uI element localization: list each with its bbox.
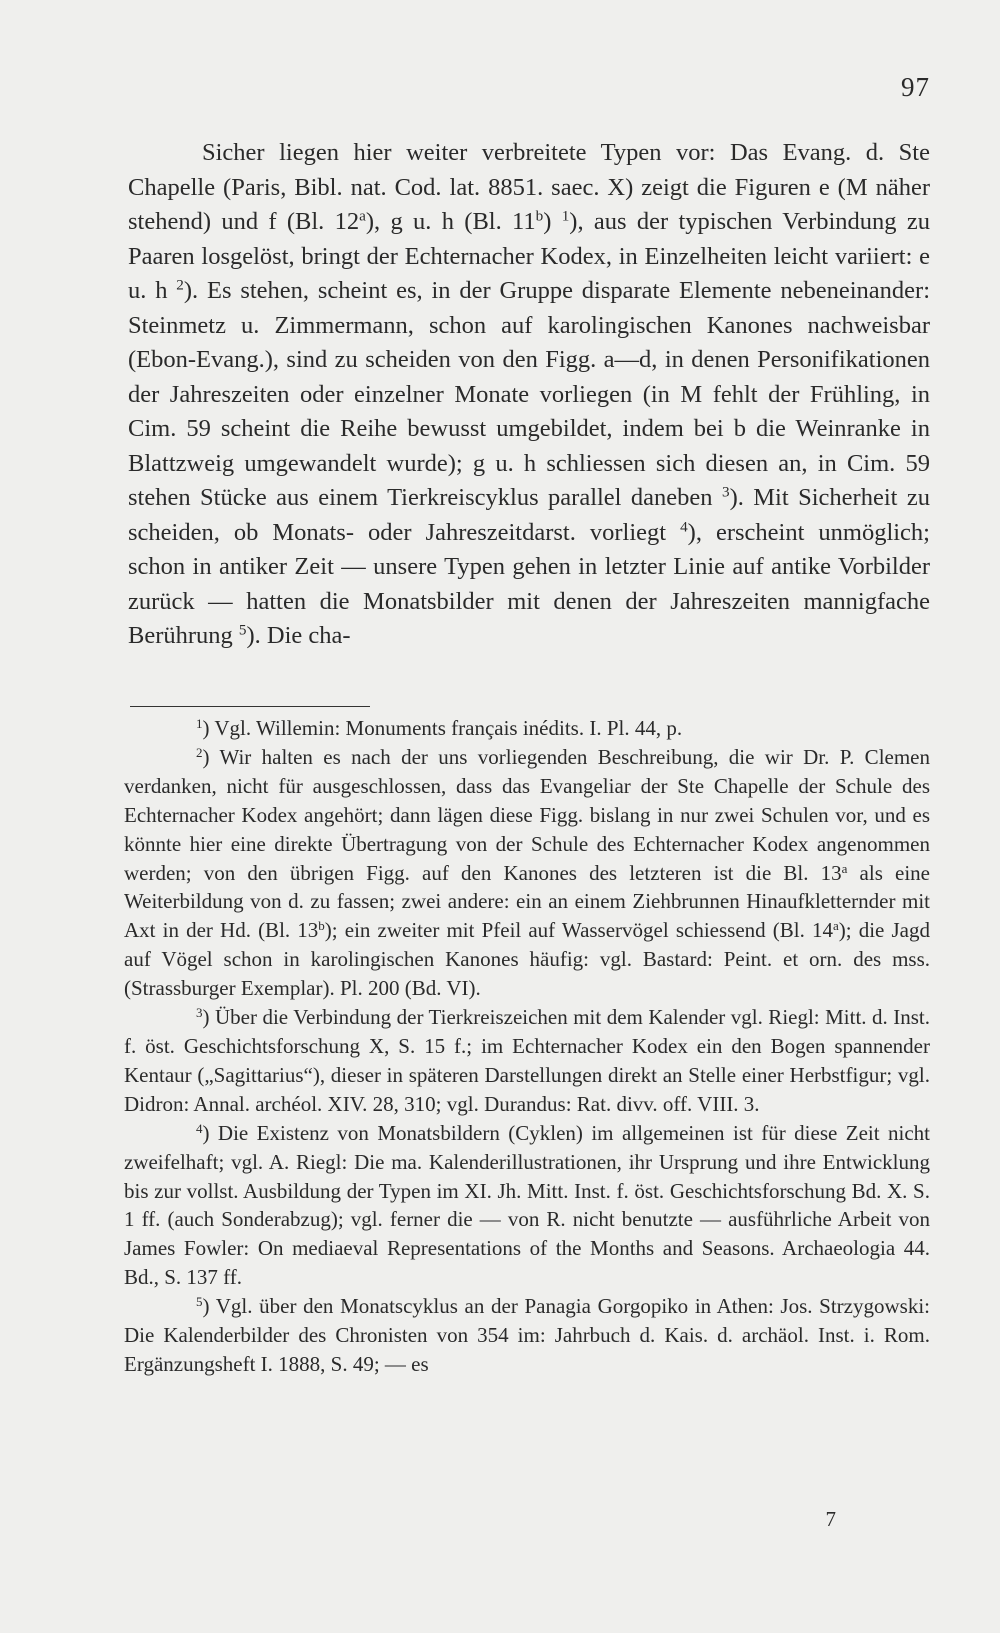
- footnote-mark: 1: [196, 715, 203, 731]
- text-run: ), erscheint unmöglich; schon in antiker Zeit — unsere Typen gehen in letzter Linie auf antike Vorbilder zurück — hatten die Monatsbilder mit denen der Jahreszeiten mannigfache Berührung: [128, 518, 930, 649]
- superscript: b: [535, 207, 544, 225]
- footnote-text: ); ein zweiter mit Pfeil auf Wasservögel schiessend (Bl. 14: [324, 918, 833, 943]
- superscript: b: [318, 918, 325, 934]
- footnote-divider: [130, 706, 370, 707]
- footnote-ref-1[interactable]: 1: [561, 207, 570, 225]
- main-text: [128, 136, 930, 654]
- footnote-mark: 2: [196, 744, 203, 760]
- footnote-ref-3[interactable]: 3: [721, 483, 730, 501]
- footnote-ref-2[interactable]: 2: [176, 276, 184, 294]
- footnote-text: ) Vgl. Willemin: Monuments français inédits. I. Pl. 44, p.: [202, 716, 683, 740]
- footnote-ref-5[interactable]: 5: [238, 621, 247, 639]
- footnote-5: [124, 1292, 930, 1379]
- signature-mark: 7: [825, 1507, 836, 1531]
- text-run: ). Mit Sicherheit zu scheiden, ob Monats- oder Jahreszeitdarst. vorliegt: [128, 484, 930, 546]
- superscript: a: [832, 918, 839, 934]
- footnote-3: [124, 1003, 930, 1119]
- page-number: 97: [901, 72, 930, 102]
- text-run: ): [543, 208, 562, 235]
- footnote-text: als eine Weiterbildung von d. zu fassen; zwei andere: ein an einem Ziehbrunnen Hinaufkletternder mit Axt in der Hd. (Bl. 13: [124, 860, 931, 943]
- text-run: ), g u. h (Bl. 11: [365, 208, 536, 235]
- footnote-4: [124, 1119, 930, 1292]
- footnote-text: ) Wir halten es nach der uns vorliegenden Beschreibung, die wir Dr. P. Clemen verdanken, nicht für ausgeschlossen, dass das Evangeliar der Ste Chapelle der Schule des Echternacher Kodex angehört; dann lägen diese Figg. bislang in nur zwei Schulen vor, und es könnte hier eine direkte Übertragung von der Schule des Echternacher Kodex angenommen werden; von den übrigen Figg. auf den Kanones des letzteren ist die Bl. 13: [124, 744, 930, 885]
- text-run: ). Es stehen, scheint es, in der Gruppe disparate Elemente nebeneinander: Steinmetz u. Zimmermann, schon auf karolingischen Kanones nachweisbar (Ebon-Evang.), sind zu scheiden von den Figg. a—d, in denen Personifikationen der Jahreszeiten oder einzelner Monate vorliegen (in M fehlt der Frühling, in Cim. 59 scheint die Reihe bewusst umgebildet, indem bei b die Weinranke in Blattzweig umgewandelt wurde); g u. h schliessen sich diesen an, in Cim. 59 stehen Stücke aus einem Tierkreiscyklus parallel daneben: [128, 277, 931, 511]
- footnote-text: ) Über die Verbindung der Tierkreiszeichen mit dem Kalender vgl. Riegl: Mitt. d. Inst. f. öst. Geschichtsforschung X, S. 15 f.; im Echternacher Kodex ein den Bogen spannender Kentaur („Sagittarius“), dieser in späteren Darstellungen direkt an Stelle einer Herbstfigur; vgl. Didron: Annal. archéol. XIV. 28, 310; vgl. Durandus: Rat. divv. off. VIII. 3.: [124, 1005, 930, 1116]
- footnote-ref-4[interactable]: 4: [680, 518, 688, 536]
- superscript: a: [841, 860, 848, 876]
- footnote-mark: 4: [196, 1120, 203, 1136]
- superscript: a: [359, 207, 366, 225]
- footnote-text: ); die Jagd auf Vögel schon in karolingischen Kanones häufig: vgl. Bastard: Peint. et orn. des mss. (Strassburger Exemplar). Pl. 200 (Bd. VI).: [124, 918, 930, 1001]
- footnote-2: [124, 743, 930, 1003]
- text-run: Sicher liegen hier weiter verbreitete Typen vor: Das Evang. d. Ste Chapelle (Paris, Bibl. nat. Cod. lat. 8851. saec. X) zeigt die Figuren e (M näher stehend) und f (Bl. 12: [128, 139, 930, 235]
- footnote-text: ) Die Existenz von Monatsbildern (Cyklen) im allgemeinen ist für diese Zeit nicht zweifelhaft; vgl. A. Riegl: Die ma. Kalenderillustrationen, ihr Ursprung und ihre Entwicklung bis zur vollst. Ausbildung der Typen im XI. Jh. Mitt. Inst. f. öst. Geschichtsforschung Bd. X. S. 1 ff. (auch Sonderabzug); vgl. ferner die — von R. nicht benutzte — ausführliche Arbeit von James Fowler: On mediaeval Representations of the Months and Seasons. Archaeologia 44. Bd., S. 137 ff.: [124, 1120, 930, 1290]
- footnote-1: [124, 714, 930, 743]
- text-run: ). Die cha-: [246, 622, 351, 649]
- footnote-text: ) Vgl. über den Monatscyklus an der Panagia Gorgopiko in Athen: Jos. Strzygowski: Die Kalenderbilder des Chronisten von 354 im: Jahrbuch d. Kais. d. archäol. Inst. i. Rom. Ergänzungsheft I. 1888, S. 49; — es: [124, 1294, 930, 1376]
- main-paragraph: [128, 136, 930, 654]
- footnote-mark: 3: [196, 1004, 203, 1020]
- footnotes: [124, 714, 930, 1379]
- footnote-mark: 5: [196, 1293, 203, 1309]
- text-run: ), aus der typischen Verbindung zu Paaren losgelöst, bringt der Echternacher Kodex, in Einzelheiten leicht variiert: e u. h: [128, 208, 930, 304]
